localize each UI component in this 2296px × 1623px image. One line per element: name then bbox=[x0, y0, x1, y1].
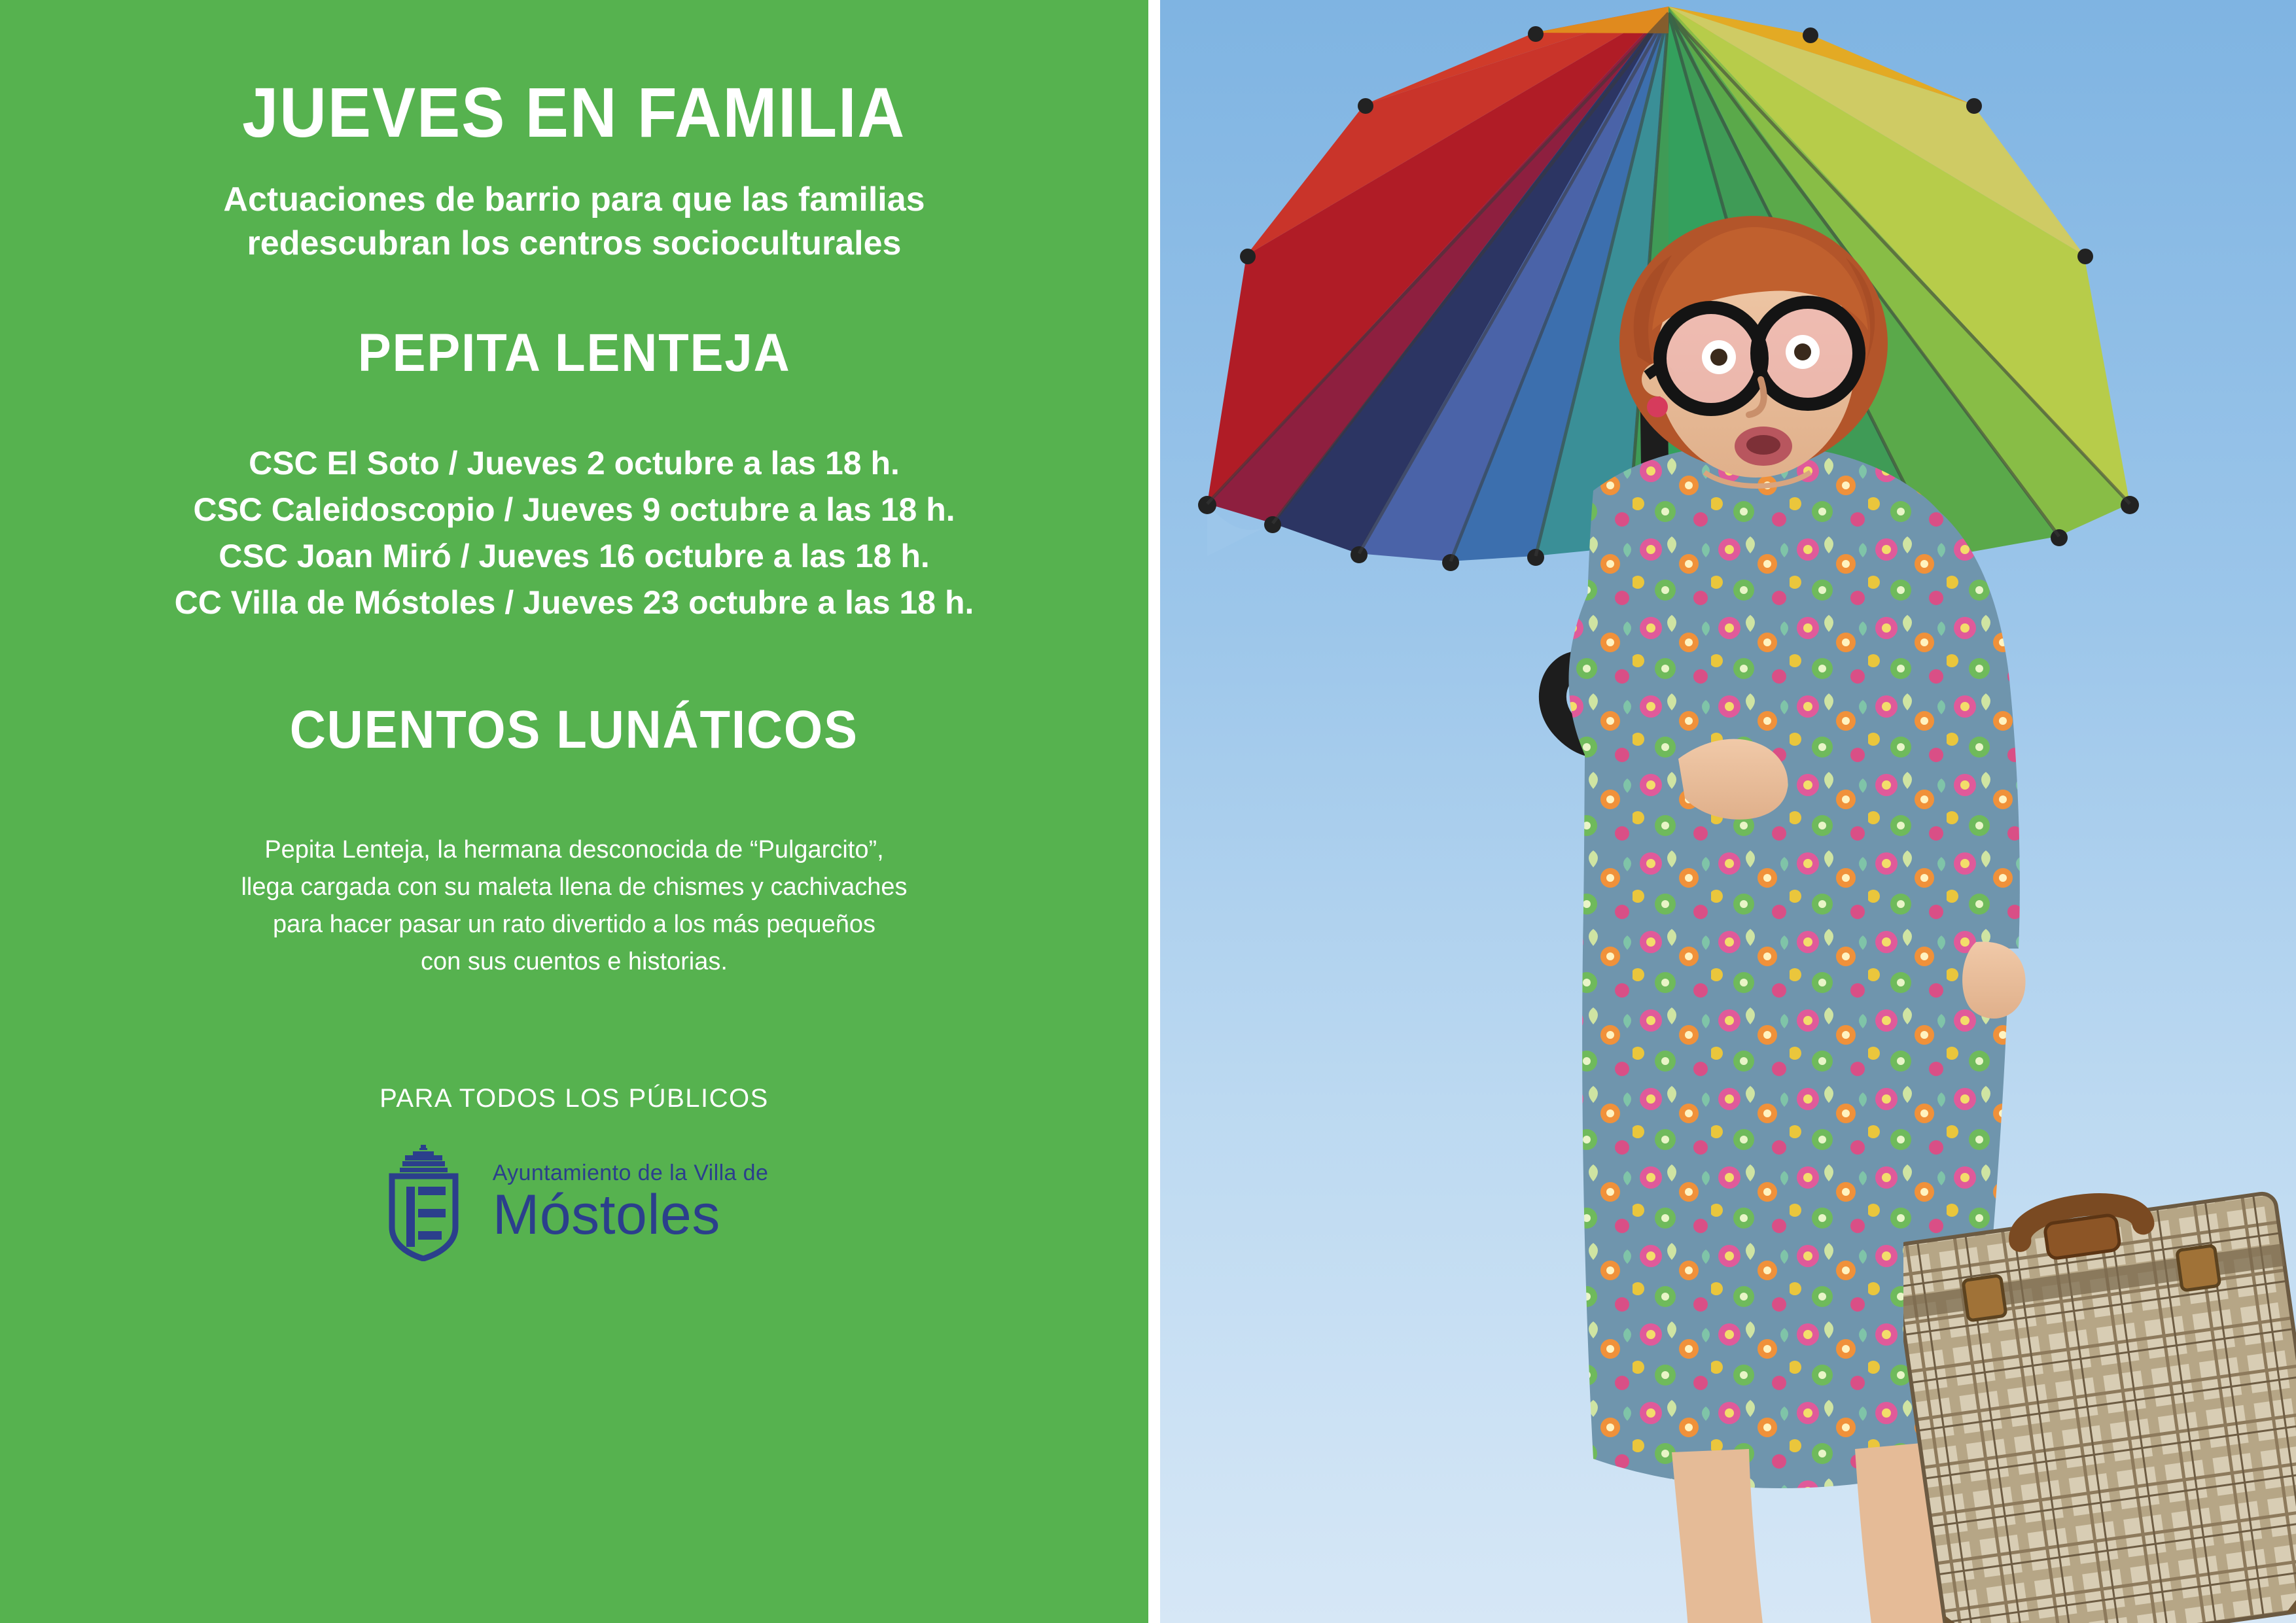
audience-note: PARA TODOS LOS PÚBLICOS bbox=[380, 1084, 769, 1113]
logo-wordmark bbox=[492, 1161, 769, 1247]
subtitle-line-1: Actuaciones de barrio para que las familias bbox=[223, 181, 925, 218]
mostoles-coat-of-arms-icon bbox=[380, 1143, 478, 1261]
description-line: con sus cuentos e historias. bbox=[421, 948, 728, 976]
page-title: JUEVES EN FAMILIA bbox=[242, 73, 906, 152]
list-item: CSC Caleidoscopio / Jueves 9 octubre a las 18 h. bbox=[193, 491, 955, 529]
list-item: CSC Joan Miró / Jueves 16 octubre a las 18 h. bbox=[219, 538, 930, 575]
show-title: PEPITA LENTEJA bbox=[357, 323, 791, 383]
list-item: CC Villa de Móstoles / Jueves 23 octubre a las 18 h. bbox=[174, 584, 974, 621]
logo-line-1: Ayuntamiento de la Villa de bbox=[492, 1161, 769, 1186]
list-item: CSC El Soto / Jueves 2 octubre a las 18 h. bbox=[249, 445, 900, 482]
panel-divider bbox=[1148, 0, 1160, 1623]
logo-line-2: Móstoles bbox=[492, 1183, 720, 1247]
description-line: Pepita Lenteja, la hermana desconocida de “Pulgarcito”, bbox=[264, 836, 884, 864]
description-line: para hacer pasar un rato divertido a los más pequeños bbox=[273, 911, 875, 939]
dates-list bbox=[175, 440, 974, 626]
description-line: llega cargada con su maleta llena de chismes y cachivaches bbox=[241, 873, 908, 901]
ayuntamiento-logo bbox=[380, 1143, 769, 1261]
subtitle-line-2: redescubran los centros socioculturales bbox=[247, 224, 902, 262]
subtitle bbox=[223, 178, 925, 265]
description bbox=[241, 831, 907, 981]
show-subtitle: CUENTOS LUNÁTICOS bbox=[289, 700, 859, 760]
plaid-suitcase-icon bbox=[1903, 1172, 2296, 1623]
performer-photo bbox=[1148, 0, 2296, 1623]
